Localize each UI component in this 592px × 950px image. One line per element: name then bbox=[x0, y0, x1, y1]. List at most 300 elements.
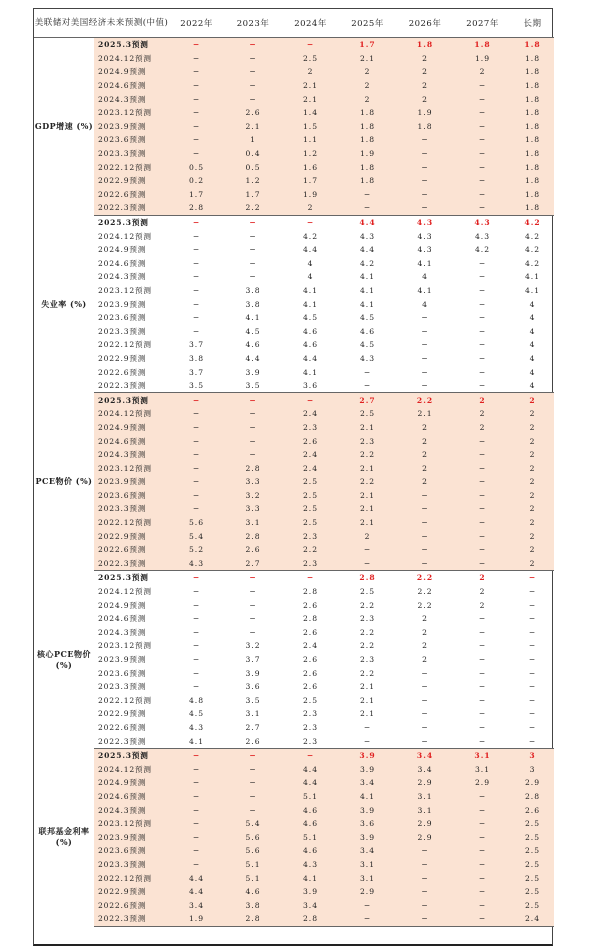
value-cell: − bbox=[192, 600, 201, 610]
value-cell: 1.8 bbox=[511, 201, 554, 215]
value-cell: − bbox=[421, 722, 429, 732]
value-cell: − bbox=[478, 313, 487, 323]
value-cell: 2.2 bbox=[359, 627, 376, 637]
value-cell: 3.1 bbox=[339, 871, 396, 885]
value-cell: − bbox=[169, 120, 224, 134]
column-header-2024: 2024年 bbox=[282, 9, 339, 38]
value-cell: 1.8 bbox=[511, 38, 554, 52]
value-cell: 3 bbox=[511, 748, 554, 762]
value-cell: 2 bbox=[454, 65, 511, 79]
table-row bbox=[34, 612, 554, 626]
value-cell: 3.9 bbox=[282, 885, 339, 899]
value-cell: − bbox=[396, 188, 454, 202]
value-cell: 2 bbox=[282, 65, 339, 79]
value-cell: 4.1 bbox=[524, 272, 541, 282]
table-row bbox=[34, 666, 554, 680]
value-cell: − bbox=[421, 353, 429, 363]
value-cell: 2.2 bbox=[396, 393, 454, 407]
value-cell: − bbox=[169, 393, 224, 407]
forecast-table-sheet bbox=[33, 8, 553, 946]
forecast-date-label: 2022.6预测 bbox=[94, 188, 169, 202]
value-cell: − bbox=[282, 748, 339, 762]
fed-forecast-table bbox=[34, 9, 554, 927]
value-cell: − bbox=[511, 734, 554, 748]
value-cell: 3.1 bbox=[396, 803, 454, 817]
forecast-date-label: 2023.9预测 bbox=[98, 655, 147, 665]
value-cell: 2.2 bbox=[282, 543, 339, 557]
value-cell: − bbox=[528, 695, 537, 705]
value-cell: − bbox=[224, 790, 282, 804]
value-cell: 4 bbox=[529, 299, 536, 309]
value-cell: 2 bbox=[511, 407, 554, 421]
value-cell: − bbox=[396, 147, 454, 161]
table-row bbox=[34, 311, 554, 325]
value-cell: − bbox=[192, 326, 201, 336]
value-cell: − bbox=[454, 133, 511, 147]
forecast-date-label: 2023.6预测 bbox=[94, 844, 169, 858]
value-cell: − bbox=[396, 734, 454, 748]
value-cell: 2.5 bbox=[511, 885, 554, 899]
value-cell: 4.1 bbox=[282, 871, 339, 885]
table-row bbox=[34, 762, 554, 776]
value-cell: − bbox=[224, 52, 282, 66]
value-cell: 1.9 bbox=[169, 912, 224, 926]
value-cell: − bbox=[169, 106, 224, 120]
value-cell: − bbox=[192, 655, 201, 665]
value-cell: − bbox=[169, 748, 224, 762]
value-cell: 2 bbox=[511, 502, 554, 516]
value-cell: 2.1 bbox=[282, 79, 339, 93]
value-cell: 4.3 bbox=[474, 231, 491, 241]
value-cell: − bbox=[478, 340, 487, 350]
value-cell: − bbox=[169, 52, 224, 66]
value-cell: 2.2 bbox=[359, 641, 376, 651]
forecast-date-label: 2022.9预测 bbox=[94, 529, 169, 543]
value-cell: 3.2 bbox=[245, 641, 261, 651]
value-cell: 4.6 bbox=[282, 817, 339, 831]
value-cell: 1.6 bbox=[282, 160, 339, 174]
value-cell: − bbox=[421, 340, 429, 350]
forecast-date-label: 2023.9预测 bbox=[98, 299, 147, 309]
value-cell: − bbox=[192, 573, 201, 583]
value-cell: − bbox=[478, 285, 487, 295]
forecast-date-label: 2024.6预测 bbox=[94, 790, 169, 804]
value-cell: − bbox=[192, 682, 201, 692]
table-row bbox=[34, 502, 554, 516]
value-cell: 2.4 bbox=[282, 461, 339, 475]
value-cell: − bbox=[454, 201, 511, 215]
forecast-date-label: 2022.6预测 bbox=[98, 722, 147, 732]
value-cell: 2.5 bbox=[511, 817, 554, 831]
value-cell: 2 bbox=[454, 421, 511, 435]
value-cell: 1.9 bbox=[396, 106, 454, 120]
value-cell: 1.8 bbox=[511, 52, 554, 66]
forecast-date-label: 2023.12预测 bbox=[98, 641, 152, 651]
value-cell: − bbox=[249, 600, 257, 610]
value-cell: − bbox=[282, 38, 339, 52]
forecast-date-label: 2024.9预测 bbox=[98, 245, 147, 255]
value-cell: 2 bbox=[422, 627, 428, 637]
forecast-date-label: 2023.6预测 bbox=[94, 133, 169, 147]
value-cell: 2 bbox=[511, 461, 554, 475]
value-cell: − bbox=[454, 803, 511, 817]
value-cell: − bbox=[192, 641, 201, 651]
value-cell: − bbox=[454, 120, 511, 134]
value-cell: 4.2 bbox=[524, 231, 541, 241]
value-cell: 3.9 bbox=[339, 803, 396, 817]
table-row bbox=[34, 885, 554, 899]
forecast-date-label: 2023.3预测 bbox=[94, 147, 169, 161]
value-cell: 1.5 bbox=[282, 120, 339, 134]
value-cell: 3.4 bbox=[169, 898, 224, 912]
value-cell: 2.1 bbox=[359, 682, 376, 692]
value-cell: 3.1 bbox=[396, 790, 454, 804]
value-cell: 4.3 bbox=[474, 218, 491, 228]
value-cell: − bbox=[454, 188, 511, 202]
value-cell: − bbox=[249, 587, 257, 597]
value-cell: 3.1 bbox=[339, 858, 396, 872]
value-cell: − bbox=[478, 655, 487, 665]
value-cell: 3.9 bbox=[339, 830, 396, 844]
table-row bbox=[34, 338, 554, 352]
table-row bbox=[34, 324, 554, 338]
value-cell: 3.4 bbox=[339, 776, 396, 790]
value-cell: 2.5 bbox=[282, 502, 339, 516]
value-cell: − bbox=[249, 614, 257, 624]
value-cell: − bbox=[224, 407, 282, 421]
value-cell: − bbox=[396, 871, 454, 885]
value-cell: 1.8 bbox=[454, 38, 511, 52]
value-cell: 1.8 bbox=[339, 133, 396, 147]
value-cell: − bbox=[528, 627, 537, 637]
forecast-date-label: 2025.3预测 bbox=[94, 748, 169, 762]
table-row bbox=[34, 858, 554, 872]
value-cell: 4 bbox=[529, 353, 536, 363]
value-cell: 2.3 bbox=[302, 722, 319, 732]
value-cell: − bbox=[454, 817, 511, 831]
table-row bbox=[34, 257, 554, 271]
value-cell: 4.4 bbox=[302, 245, 319, 255]
value-cell: 5.4 bbox=[224, 817, 282, 831]
value-cell: 3.8 bbox=[188, 353, 205, 363]
column-header-2026: 2026年 bbox=[396, 9, 454, 38]
column-header-2023: 2023年 bbox=[224, 9, 282, 38]
value-cell: − bbox=[224, 776, 282, 790]
value-cell: 1.8 bbox=[511, 79, 554, 93]
value-cell: − bbox=[224, 434, 282, 448]
value-cell: 3.9 bbox=[245, 367, 261, 377]
value-cell: − bbox=[478, 682, 487, 692]
value-cell: 3.3 bbox=[224, 475, 282, 489]
value-cell: − bbox=[169, 448, 224, 462]
table-row bbox=[34, 365, 554, 379]
value-cell: − bbox=[339, 543, 396, 557]
table-row bbox=[34, 215, 554, 229]
table-row bbox=[34, 38, 554, 52]
value-cell: 3.7 bbox=[245, 655, 261, 665]
table-row bbox=[34, 543, 554, 557]
table-row bbox=[34, 92, 554, 106]
forecast-date-label: 2023.6预测 bbox=[98, 668, 147, 678]
table-row bbox=[34, 516, 554, 530]
category-label: PCE物价 (%) bbox=[35, 476, 93, 487]
value-cell: 2.2 bbox=[359, 600, 376, 610]
value-cell: − bbox=[169, 92, 224, 106]
value-cell: 2.7 bbox=[224, 557, 282, 571]
value-cell: 1.8 bbox=[511, 147, 554, 161]
table-row bbox=[34, 120, 554, 134]
value-cell: 2.5 bbox=[511, 858, 554, 872]
value-cell: 1.1 bbox=[282, 133, 339, 147]
value-cell: 0.4 bbox=[224, 147, 282, 161]
value-cell: − bbox=[478, 709, 487, 719]
value-cell: 2.7 bbox=[245, 722, 261, 732]
value-cell: 4.5 bbox=[188, 709, 205, 719]
value-cell: 2 bbox=[396, 65, 454, 79]
value-cell: − bbox=[421, 313, 429, 323]
value-cell: 2.5 bbox=[282, 52, 339, 66]
forecast-date-label: 2023.6预测 bbox=[98, 313, 147, 323]
value-cell: − bbox=[169, 38, 224, 52]
value-cell: 2 bbox=[396, 421, 454, 435]
value-cell: 2.8 bbox=[511, 790, 554, 804]
value-cell: 2.9 bbox=[396, 830, 454, 844]
value-cell: 2 bbox=[511, 434, 554, 448]
value-cell: 4.1 bbox=[417, 285, 433, 295]
value-cell: 1.8 bbox=[511, 106, 554, 120]
value-cell: 2.5 bbox=[359, 587, 376, 597]
value-cell: − bbox=[339, 898, 396, 912]
value-cell: − bbox=[454, 830, 511, 844]
table-row bbox=[34, 461, 554, 475]
value-cell: 5.1 bbox=[282, 790, 339, 804]
table-row bbox=[34, 626, 554, 640]
value-cell: 4 bbox=[422, 272, 428, 282]
table-row bbox=[34, 571, 554, 585]
forecast-date-label: 2022.3预测 bbox=[94, 557, 169, 571]
value-cell: − bbox=[396, 133, 454, 147]
forecast-date-label: 2023.9预测 bbox=[94, 475, 169, 489]
value-cell: 2 bbox=[454, 393, 511, 407]
section-fed-funds-rate bbox=[34, 748, 554, 926]
value-cell: 5.6 bbox=[224, 844, 282, 858]
value-cell: 2.9 bbox=[396, 817, 454, 831]
value-cell: 2.6 bbox=[224, 106, 282, 120]
table-row bbox=[34, 790, 554, 804]
forecast-date-label: 2024.9预测 bbox=[98, 600, 147, 610]
value-cell: 4.2 bbox=[524, 218, 541, 228]
table-row bbox=[34, 297, 554, 311]
value-cell: 4 bbox=[307, 272, 314, 282]
value-cell: 4.2 bbox=[524, 258, 541, 268]
value-cell: − bbox=[396, 502, 454, 516]
value-cell: − bbox=[478, 299, 487, 309]
table-row bbox=[34, 721, 554, 735]
value-cell: − bbox=[224, 79, 282, 93]
value-cell: 2 bbox=[339, 92, 396, 106]
forecast-date-label: 2023.12预测 bbox=[98, 285, 152, 295]
table-row bbox=[34, 65, 554, 79]
value-cell: 4.4 bbox=[282, 762, 339, 776]
value-cell: − bbox=[169, 776, 224, 790]
value-cell: 1.7 bbox=[339, 38, 396, 52]
value-cell: − bbox=[478, 367, 487, 377]
forecast-date-label: 2024.12预测 bbox=[98, 231, 152, 241]
value-cell: − bbox=[396, 174, 454, 188]
value-cell: 4 bbox=[307, 258, 314, 268]
value-cell: 3.1 bbox=[454, 762, 511, 776]
value-cell: 3.3 bbox=[224, 502, 282, 516]
forecast-date-label: 2023.12预测 bbox=[94, 817, 169, 831]
forecast-date-label: 2022.6预测 bbox=[94, 543, 169, 557]
value-cell: − bbox=[454, 529, 511, 543]
forecast-date-label: 2024.3预测 bbox=[98, 627, 147, 637]
column-header-2025: 2025年 bbox=[339, 9, 396, 38]
value-cell: 3.1 bbox=[224, 516, 282, 530]
section-unemployment-rate bbox=[34, 215, 554, 393]
value-cell: 2.9 bbox=[339, 885, 396, 899]
value-cell: 2.5 bbox=[511, 830, 554, 844]
forecast-date-label: 2024.9预测 bbox=[94, 421, 169, 435]
value-cell: − bbox=[454, 475, 511, 489]
forecast-date-label: 2024.12预测 bbox=[94, 52, 169, 66]
value-cell: − bbox=[169, 830, 224, 844]
value-cell: − bbox=[306, 218, 315, 228]
forecast-date-label: 2022.3预测 bbox=[94, 201, 169, 215]
forecast-date-label: 2023.12预测 bbox=[94, 106, 169, 120]
table-row bbox=[34, 407, 554, 421]
table-row bbox=[34, 188, 554, 202]
table-row bbox=[34, 174, 554, 188]
value-cell: − bbox=[192, 218, 201, 228]
value-cell: 2.9 bbox=[511, 776, 554, 790]
value-cell: 1.9 bbox=[339, 147, 396, 161]
value-cell: − bbox=[528, 600, 537, 610]
table-row bbox=[34, 748, 554, 762]
forecast-date-label: 2024.12预测 bbox=[98, 587, 152, 597]
value-cell: 2.1 bbox=[359, 709, 376, 719]
category-label: 核心PCE物价 (%) bbox=[37, 648, 91, 670]
value-cell: 1.2 bbox=[224, 174, 282, 188]
value-cell: − bbox=[339, 557, 396, 571]
value-cell: − bbox=[396, 912, 454, 926]
table-row bbox=[34, 707, 554, 721]
value-cell: 4.1 bbox=[524, 285, 541, 295]
value-cell: 2.5 bbox=[282, 516, 339, 530]
value-cell: − bbox=[192, 587, 201, 597]
value-cell: 3.8 bbox=[245, 285, 261, 295]
value-cell: 2.5 bbox=[511, 844, 554, 858]
forecast-date-label: 2025.3预测 bbox=[98, 573, 149, 583]
table-row bbox=[34, 79, 554, 93]
value-cell: 2.3 bbox=[282, 734, 339, 748]
value-cell: 4.4 bbox=[282, 776, 339, 790]
forecast-date-label: 2024.9预测 bbox=[94, 65, 169, 79]
value-cell: 2.5 bbox=[282, 475, 339, 489]
value-cell: − bbox=[478, 614, 487, 624]
value-cell: 2.2 bbox=[339, 475, 396, 489]
value-cell: − bbox=[396, 160, 454, 174]
value-cell: 2.1 bbox=[339, 461, 396, 475]
value-cell: 4.4 bbox=[359, 245, 376, 255]
table-row bbox=[34, 734, 554, 748]
table-row bbox=[34, 270, 554, 284]
value-cell: − bbox=[454, 502, 511, 516]
forecast-date-label: 2024.6预测 bbox=[98, 614, 147, 624]
value-cell: 2.6 bbox=[302, 682, 319, 692]
forecast-date-label: 2025.3预测 bbox=[98, 218, 149, 228]
value-cell: − bbox=[478, 722, 487, 732]
table-row bbox=[34, 133, 554, 147]
forecast-date-label: 2023.6预测 bbox=[94, 489, 169, 503]
value-cell: 4.3 bbox=[188, 722, 205, 732]
value-cell: − bbox=[454, 79, 511, 93]
value-cell: 4.3 bbox=[359, 231, 376, 241]
value-cell: 3.7 bbox=[188, 340, 205, 350]
value-cell: 2 bbox=[511, 543, 554, 557]
value-cell: − bbox=[224, 65, 282, 79]
column-header-2027: 2027年 bbox=[454, 9, 511, 38]
value-cell: − bbox=[249, 245, 257, 255]
forecast-date-label: 2025.3预测 bbox=[94, 38, 169, 52]
value-cell: − bbox=[528, 573, 537, 583]
value-cell: − bbox=[396, 379, 454, 393]
value-cell: 4.1 bbox=[302, 367, 319, 377]
value-cell: − bbox=[306, 573, 315, 583]
value-cell: − bbox=[396, 543, 454, 557]
value-cell: 4.3 bbox=[417, 231, 433, 241]
value-cell: − bbox=[249, 573, 257, 583]
value-cell: 4.6 bbox=[282, 803, 339, 817]
value-cell: − bbox=[478, 353, 487, 363]
value-cell: 3.1 bbox=[245, 709, 261, 719]
table-row bbox=[34, 898, 554, 912]
table-row bbox=[34, 803, 554, 817]
value-cell: 2 bbox=[479, 600, 486, 610]
table-row bbox=[34, 434, 554, 448]
value-cell: 2.4 bbox=[282, 407, 339, 421]
forecast-date-label: 2022.3预测 bbox=[94, 912, 169, 926]
value-cell: 1.4 bbox=[282, 106, 339, 120]
value-cell: 2.9 bbox=[396, 776, 454, 790]
value-cell: 2.3 bbox=[282, 421, 339, 435]
value-cell: − bbox=[454, 92, 511, 106]
value-cell: − bbox=[478, 627, 487, 637]
value-cell: 2.2 bbox=[339, 448, 396, 462]
value-cell: − bbox=[396, 529, 454, 543]
table-row bbox=[34, 844, 554, 858]
forecast-date-label: 2024.12预测 bbox=[94, 407, 169, 421]
value-cell: 2.8 bbox=[282, 912, 339, 926]
value-cell: 2 bbox=[396, 448, 454, 462]
table-row bbox=[34, 379, 554, 393]
value-cell: 2.8 bbox=[224, 912, 282, 926]
value-cell: 1.8 bbox=[511, 188, 554, 202]
value-cell: 2 bbox=[422, 614, 428, 624]
value-cell: − bbox=[224, 762, 282, 776]
value-cell: 2.4 bbox=[282, 448, 339, 462]
value-cell: − bbox=[421, 367, 429, 377]
value-cell: 0.2 bbox=[169, 174, 224, 188]
value-cell: 0.5 bbox=[224, 160, 282, 174]
value-cell: − bbox=[396, 885, 454, 899]
forecast-date-label: 2022.12预测 bbox=[98, 695, 152, 705]
value-cell: − bbox=[454, 106, 511, 120]
value-cell: − bbox=[224, 92, 282, 106]
forecast-date-label: 2024.3预测 bbox=[98, 272, 147, 282]
value-cell: 4 bbox=[529, 326, 536, 336]
value-cell: − bbox=[528, 668, 537, 678]
